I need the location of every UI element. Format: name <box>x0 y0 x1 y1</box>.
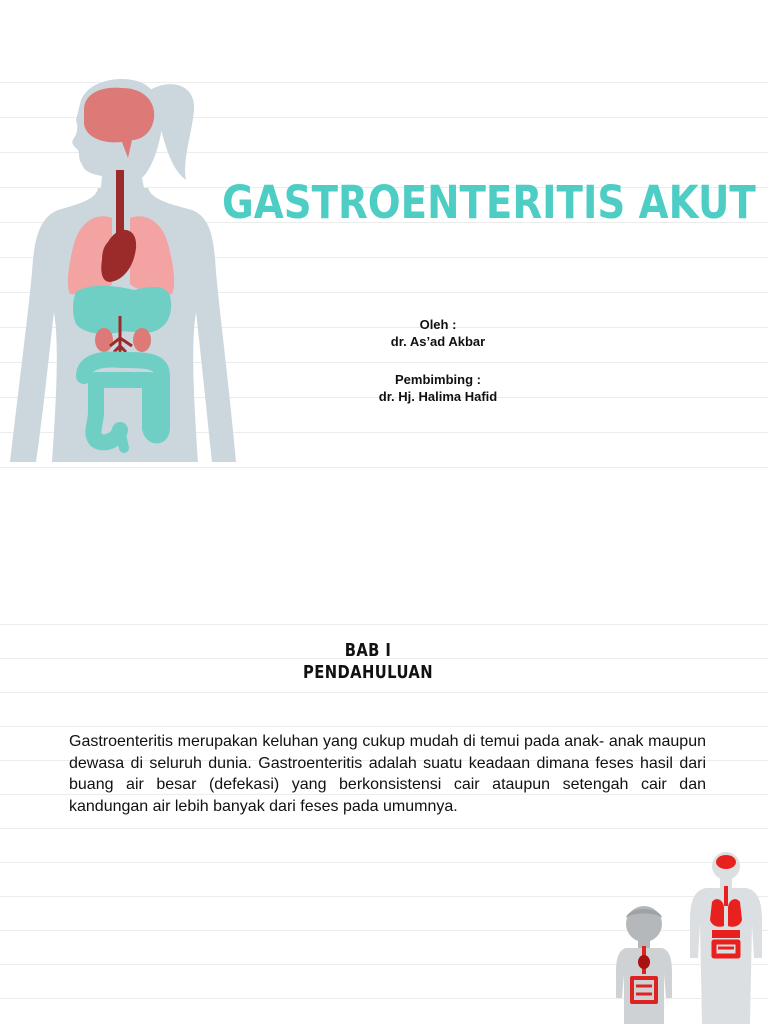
supervisor-name: dr. Hj. Halima Hafid <box>378 389 498 404</box>
chapter-heading <box>286 640 450 684</box>
ruled-line <box>0 828 768 829</box>
intro-slide <box>0 512 768 1024</box>
chapter-title: PENDAHULUAN <box>303 662 433 683</box>
ruled-line <box>0 624 768 625</box>
ruled-line <box>0 726 768 727</box>
author-block <box>338 316 538 350</box>
page-title: GASTROENTERITIS AKUT <box>222 176 756 229</box>
ruled-line <box>0 692 768 693</box>
ruled-line <box>0 862 768 863</box>
ruled-line <box>0 896 768 897</box>
child-anatomy-illustration <box>612 902 676 1024</box>
intro-paragraph: Gastroenteritis merupakan keluhan yang cukup mudah di temui pada anak- anak maupun dewasa di seluruh dunia. Gastroenteritis adalah suatu keadaan dimana feses hasil dari buang air besar (defekasi) yang berkonsistensi cair ataupun setengah cair dan kandungan air lebih banyak dari feses pada umumnya. <box>69 733 706 815</box>
supervisor-label: Pembimbing : <box>395 372 481 387</box>
author-name: dr. As’ad Akbar <box>390 334 486 349</box>
ruled-line <box>0 467 768 468</box>
anatomy-illustration <box>0 76 250 466</box>
author-label: Oleh : <box>419 317 457 332</box>
supervisor-block <box>338 371 538 405</box>
chapter-number: BAB I <box>344 640 392 661</box>
adult-anatomy-illustration <box>686 846 766 1024</box>
